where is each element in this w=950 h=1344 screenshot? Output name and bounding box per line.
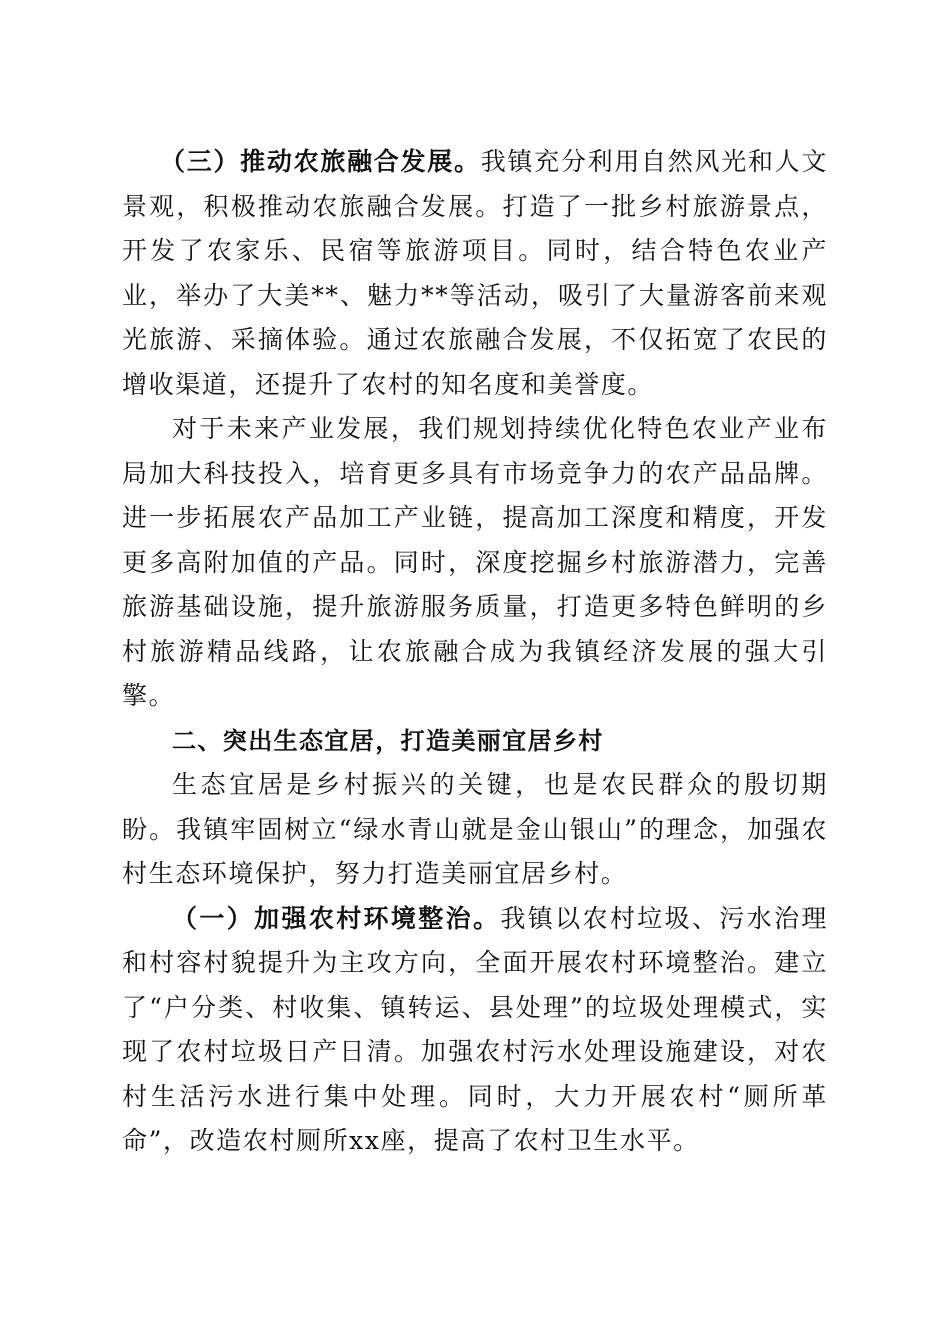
section-heading: 二、突出生态宜居，打造美丽宜居乡村 <box>172 726 604 755</box>
document-body <box>122 140 828 1164</box>
paragraph-lead-environment-rectification: （一）加强农村环境整治。 <box>172 903 501 933</box>
paragraph-environment-rectification <box>122 897 828 1164</box>
paragraph-text-environment-rectification: 我镇以农村垃圾、污水治理和村容村貌提升为主攻方向，全面开展农村环境整治。建立了“户分类、村收集、镇转运、县处理”的垃圾处理模式，实现了农村垃圾日产日清。加强农村污水处理设施建设，对农村生活污水进行集中处理。同时，大力开展农村“厕所革命”，改造农村厕所xx座，提高了农村卫生水平。 <box>122 903 829 1155</box>
paragraph-text-agri-tourism: 我镇充分利用自然风光和人文景观，积极推动农旅融合发展。打造了一批乡村旅游景点，开发了农家乐、民宿等旅游项目。同时，结合特色农业产业，举办了大美**、魅力**等活动，吸引了大量游客前来观光旅游、采摘体验。通过农旅融合发展，不仅拓宽了农民的增收渠道，还提升了农村的知名度和美誉度。 <box>122 147 828 399</box>
paragraph-lead-agri-tourism: （三）推动农旅融合发展。 <box>160 147 481 176</box>
paragraph-future-plan <box>122 407 828 719</box>
paragraph-text-future-plan: 对于未来产业发展，我们规划持续优化特色农业产业布局加大科技投入，培育更多具有市场竞争力的农产品品牌。进一步拓展农产品加工产业链，提高加工深度和精度，开发更多高附加值的产品。同时，深度挖掘乡村旅游潜力，完善旅游基础设施，提升旅游服务质量，打造更多特色鲜明的乡村旅游精品线路，让农旅融合成为我镇经济发展的强大引擎。 <box>122 414 828 710</box>
paragraph-agri-tourism <box>122 140 828 407</box>
paragraph-text-eco-livable: 生态宜居是乡村振兴的关键，也是农民群众的殷切期盼。我镇牢固树立“绿水青山就是金山银山”的理念，加强农村生态环境保护，努力打造美丽宜居乡村。 <box>122 770 828 888</box>
paragraph-eco-livable <box>122 763 828 897</box>
